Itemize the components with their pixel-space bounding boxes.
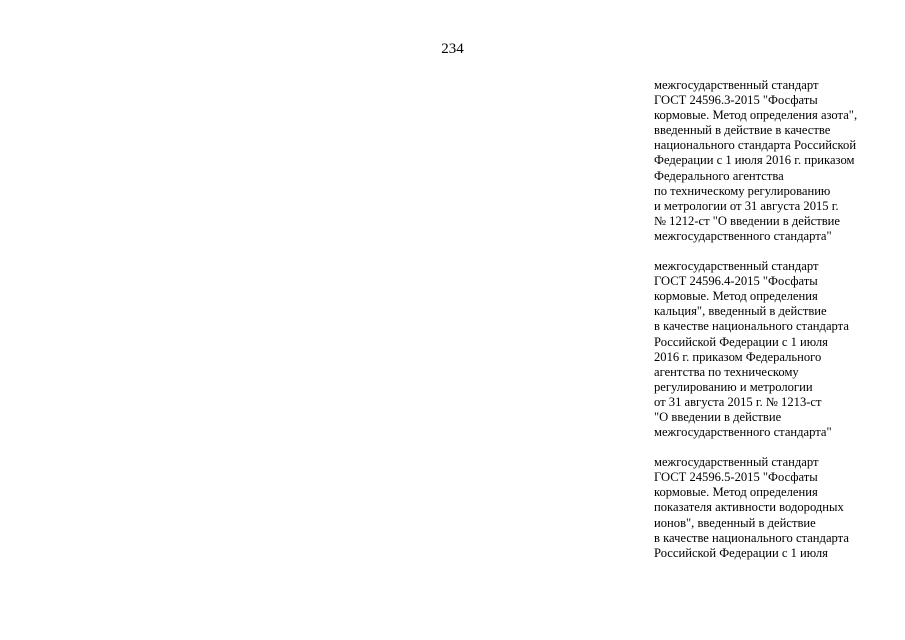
text-line: введенный в действие в качестве <box>654 123 831 138</box>
text-line: в качестве национального стандарта <box>654 530 849 545</box>
text-line: национального стандарта Российской <box>654 138 857 153</box>
text-column <box>654 78 900 576</box>
text-line: Российской Федерации с 1 июля <box>654 334 828 349</box>
text-line: № 1212-ст "О введении в действие <box>654 213 840 228</box>
text-line: ГОСТ 24596.5-2015 "Фосфаты <box>654 470 818 485</box>
text-line: кормовые. Метод определения <box>654 485 818 500</box>
text-line: межгосударственного стандарта" <box>654 425 832 440</box>
text-line: кальция", введенный в действие <box>654 304 827 319</box>
text-line: Российской Федерации с 1 июля <box>654 545 828 560</box>
text-line: ГОСТ 24596.3-2015 "Фосфаты <box>654 93 818 108</box>
text-line: межгосударственный стандарт <box>654 455 819 470</box>
text-line: "О введении в действие <box>654 409 782 424</box>
text-line: кормовые. Метод определения <box>654 289 818 304</box>
text-line: кормовые. Метод определения азота", <box>654 108 858 123</box>
text-line: регулированию и метрологии <box>654 379 813 394</box>
text-line: ГОСТ 24596.4-2015 "Фосфаты <box>654 274 818 289</box>
text-line: по техническому регулированию <box>654 183 831 198</box>
text-line: межгосударственный стандарт <box>654 259 819 274</box>
text-line: агентства по техническому <box>654 364 799 379</box>
text-line: и метрологии от 31 августа 2015 г. <box>654 198 839 213</box>
standard-entry-gost-24596-3 <box>654 78 900 244</box>
text-line: межгосударственного стандарта" <box>654 228 832 243</box>
text-line: межгосударственный стандарт <box>654 78 819 92</box>
standard-entry-gost-24596-4 <box>654 259 900 440</box>
text-line: в качестве национального стандарта <box>654 319 849 334</box>
text-line: Федерального агентства <box>654 168 784 183</box>
text-line: 2016 г. приказом Федерального <box>654 349 822 364</box>
text-line: от 31 августа 2015 г. № 1213-ст <box>654 394 822 409</box>
text-line: Федерации с 1 июля 2016 г. приказом <box>654 153 855 168</box>
standard-entry-gost-24596-5 <box>654 455 900 561</box>
text-line: показателя активности водородных <box>654 500 844 515</box>
text-line: ионов", введенный в действие <box>654 515 816 530</box>
page-number: 234 <box>441 41 464 57</box>
